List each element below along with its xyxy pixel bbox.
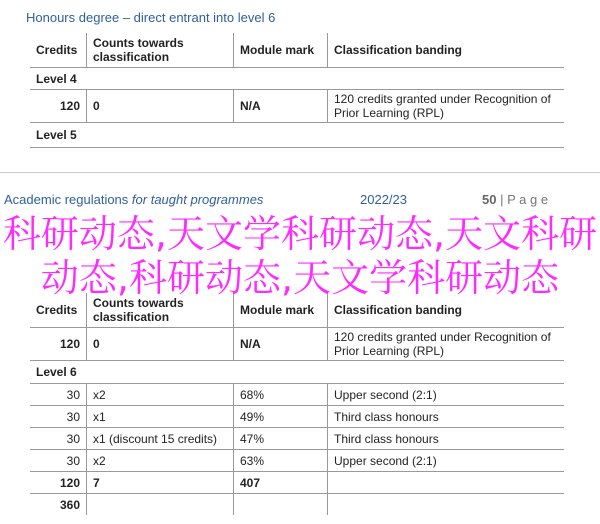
header-counts: Counts towards classification [87, 33, 234, 68]
header-credits: Credits [36, 303, 78, 317]
table-row [30, 406, 564, 428]
section-label-level5: Level 5 [36, 128, 77, 142]
table-row [30, 428, 564, 450]
footer-page [482, 192, 548, 207]
cell-mark-total: 407 [234, 472, 328, 494]
cell-counts: 0 [87, 90, 234, 123]
page-word: | P a g e [500, 192, 549, 207]
header-counts: Counts towards classification [87, 293, 234, 328]
cell-empty [87, 494, 234, 516]
cell-mark: 47% [234, 428, 328, 450]
page-title: Honours degree – direct entrant into level 6 [26, 10, 276, 25]
cell-banding: Third class honours [328, 428, 565, 450]
total-row [30, 472, 564, 494]
header-mark: Module mark [234, 33, 328, 68]
cell-empty [234, 494, 328, 516]
section-row [30, 68, 564, 90]
overlay-watermark-text: 科研动态,天文学科研动态,天文科研动态,科研动态,天文学科研动态 [2, 212, 598, 300]
cell-empty [328, 494, 565, 516]
cell-credits-total: 120 [59, 475, 80, 490]
cell-credits: 120 [59, 337, 80, 351]
cell-grand-total: 360 [59, 497, 80, 512]
cell-mark: 49% [234, 406, 328, 428]
cell-mark: 63% [234, 450, 328, 472]
section-row [30, 361, 564, 384]
header-banding: Classification banding [328, 293, 565, 328]
footer-year: 2022/23 [360, 192, 407, 207]
header-credits: Credits [36, 43, 78, 57]
cell-counts: x2 [87, 384, 234, 406]
cell-banding: 120 credits granted under Recognition of Prior Learning (RPL) [328, 328, 565, 361]
cell-counts: x1 [87, 406, 234, 428]
cell-banding: Third class honours [328, 406, 565, 428]
footer-title [4, 192, 263, 207]
classification-table-bottom [30, 293, 564, 515]
section-label-level6: Level 6 [36, 365, 77, 379]
page-divider [0, 172, 600, 173]
cell-mark: N/A [234, 328, 328, 361]
page-top [0, 0, 600, 170]
table-header-row [30, 33, 564, 68]
table-row [30, 384, 564, 406]
cell-credits: 30 [66, 431, 80, 446]
cell-credits: 30 [66, 453, 80, 468]
table-row [30, 328, 564, 361]
cell-mark: 68% [234, 384, 328, 406]
grand-total-row [30, 494, 564, 516]
cell-counts: x2 [87, 450, 234, 472]
cell-counts: 0 [87, 328, 234, 361]
footer-title-bold: Academic regulations [4, 192, 129, 207]
cell-banding: Upper second (2:1) [328, 384, 565, 406]
cell-banding-empty [328, 472, 565, 494]
cell-credits: 120 [59, 99, 80, 113]
cell-counts-total: 7 [87, 472, 234, 494]
page-number: 50 [482, 192, 497, 207]
cell-counts: x1 (discount 15 credits) [87, 428, 234, 450]
table-row [30, 450, 564, 472]
cell-credits: 30 [66, 409, 80, 424]
section-label-level4: Level 4 [36, 71, 77, 86]
table-row [30, 90, 564, 123]
footer-title-italic: for taught programmes [131, 192, 264, 207]
classification-table-top [30, 33, 564, 148]
cell-credits: 30 [66, 387, 80, 402]
header-banding: Classification banding [328, 33, 565, 68]
cell-banding: 120 credits granted under Recognition of Prior Learning (RPL) [328, 90, 565, 123]
cell-mark: N/A [234, 90, 328, 123]
cell-banding: Upper second (2:1) [328, 450, 565, 472]
section-row [30, 123, 564, 148]
header-mark: Module mark [234, 293, 328, 328]
